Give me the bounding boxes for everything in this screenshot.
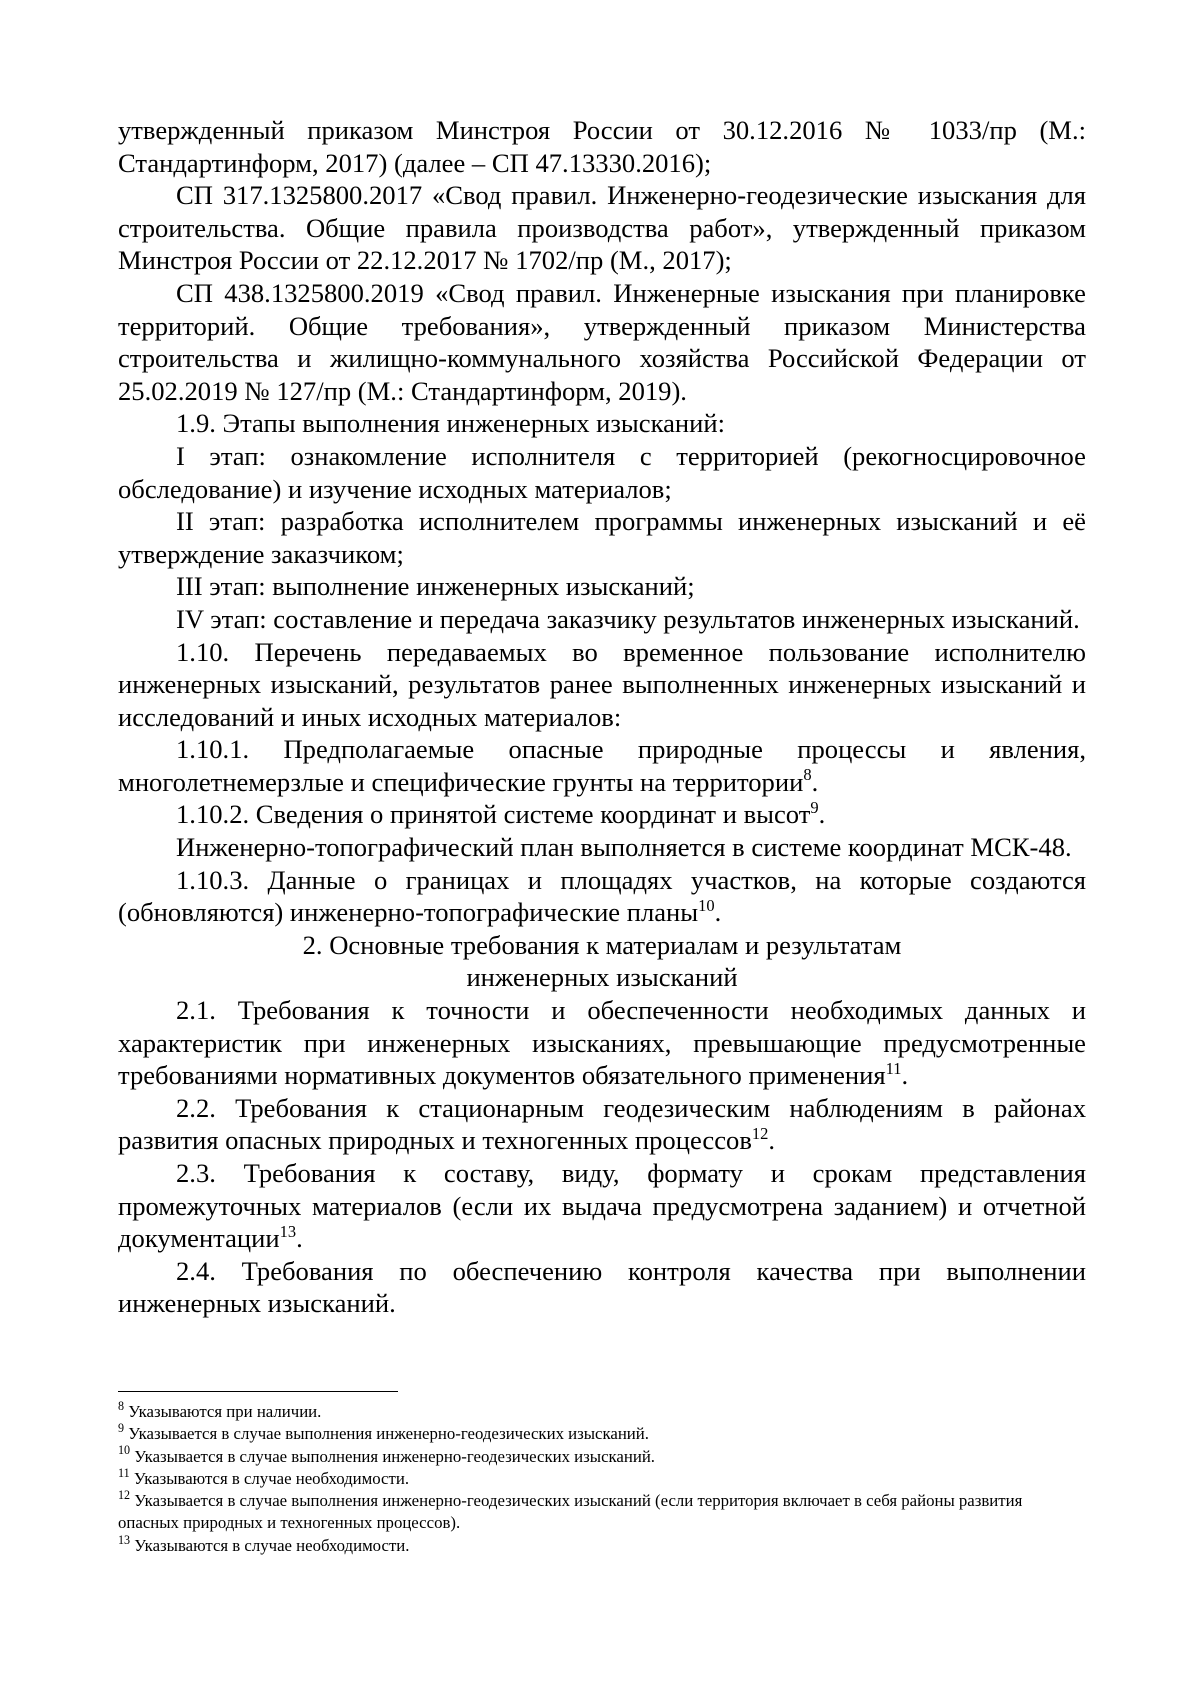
section-1-10-2: 1.10.2. Сведения о принятой системе координат и высот$^9$.: [176, 797, 826, 830]
footnote-ref[interactable]: 10: [698, 895, 715, 915]
footnote-ref[interactable]: 9: [810, 797, 819, 817]
section-2-1: 2.1. Требования к точности и обеспеченности необходимых данных и характеристик при инженерных изысканиях, превышающие предусмотренные требованиями нормативных документов обязательного применения$^{11}$.: [118, 995, 1086, 1091]
footnote: $^8$ Указываются при наличии.: [118, 1398, 322, 1421]
paragraph: Инженерно-топографический план выполняется в системе координат МСК-48.: [176, 832, 1072, 863]
section-2-4: 2.4. Требования по обеспечению контроля качества при выполнении инженерных изысканий.: [118, 1255, 1086, 1319]
footnote-ref[interactable]: 13: [279, 1221, 297, 1241]
paragraph: утвержденный приказом Минстроя России от 30.12.2016 № 1033/пр (М.: Стандартинформ, 2017) (далее – СП 47.13330.2016);: [118, 115, 1086, 178]
stage-2: II этап: разработка исполнителем программы инженерных изысканий и её утверждение заказчиком;: [118, 506, 1086, 569]
section-1-9-title: 1.9. Этапы выполнения инженерных изысканий:: [176, 408, 725, 439]
section-1-10-1: 1.10.1. Предполагаемые опасные природные процессы и явления, многолетнемерзлые и специфические грунты на территории$^8$.: [118, 734, 1086, 797]
document-body: [118, 114, 1086, 1320]
paragraph: СП 317.1325800.2017 «Свод правил. Инженерно-геодезические изыскания для строительства. Общие правила производства работ», утвержденный приказом Минстроя России от 22.12.2017 № 1702/пр (М., 2017);: [118, 180, 1086, 276]
stage-4: IV этап: составление и передача заказчику результатов инженерных изысканий.: [176, 603, 1080, 634]
section-2-heading-line1: 2. Основные требования к материалам и результатам: [302, 929, 902, 960]
footnote-number: 11: [118, 1465, 130, 1480]
stage-3: III этап: выполнение инженерных изысканий;: [176, 571, 695, 602]
section-2-3: 2.3. Требования к составу, виду, формату и срокам представления промежуточных материалов (если их выдача предусмотрена заданием) и отчетной документации$^{13}$.: [118, 1158, 1086, 1254]
footnotes: [118, 1391, 1086, 1557]
stage-1: I этап: ознакомление исполнителя с территорией (рекогносцировочное обследование) и изучение исходных материалов;: [118, 440, 1086, 504]
footnote: $^9$ Указывается в случае выполнения инженерно-геодезических изысканий.: [118, 1421, 649, 1444]
paragraph: СП 438.1325800.2019 «Свод правил. Инженерные изыскания при планировке территорий. Общие требования», утвержденный приказом Министерства строительства и жилищно-коммунального хозяйства Российской Федерации от 25.02.2019 № 127/пр (М.: Стандартинформ, 2019).: [118, 277, 1086, 406]
section-1-10: 1.10. Перечень передаваемых во временное пользование исполнителю инженерных изысканий, результатов ранее выполненных инженерных изысканий и исследований и иных исходных материалов:: [118, 636, 1086, 732]
footnote-ref[interactable]: 11: [885, 1058, 902, 1078]
footnote: $^{11}$ Указываются в случае необходимости.: [118, 1465, 410, 1488]
footnote-number: 12: [118, 1488, 131, 1502]
section-2-heading-line2: инженерных изысканий: [466, 962, 738, 993]
footnote-number: 10: [118, 1443, 131, 1458]
footnote-ref[interactable]: 12: [751, 1123, 769, 1143]
footnote-ref[interactable]: 8: [803, 765, 812, 785]
section-2-2: 2.2. Требования к стационарным геодезическим наблюдениям в районах развития опасных природных и техногенных процессов$^{12}$.: [118, 1092, 1086, 1156]
footnote-number: 9: [118, 1421, 125, 1436]
section-1-10-3: 1.10.3. Данные о границах и площадях участков, на которые создаются (обновляются) инженерно-топографические планы$^{10}$.: [118, 864, 1086, 928]
footnote-number: 13: [118, 1532, 131, 1547]
footnote: $^{12}$ Указывается в случае выполнения инженерно-геодезических изысканий (если территория включает в себя районы развития опасных природных и техногенных процессов).: [118, 1488, 1023, 1533]
footnote-number: 8: [118, 1398, 125, 1413]
footnote: $^{10}$ Указывается в случае выполнения инженерно-геодезических изысканий.: [118, 1443, 655, 1466]
footnote-separator: [118, 1391, 398, 1392]
footnote: $^{13}$ Указываются в случае необходимости.: [118, 1532, 410, 1555]
